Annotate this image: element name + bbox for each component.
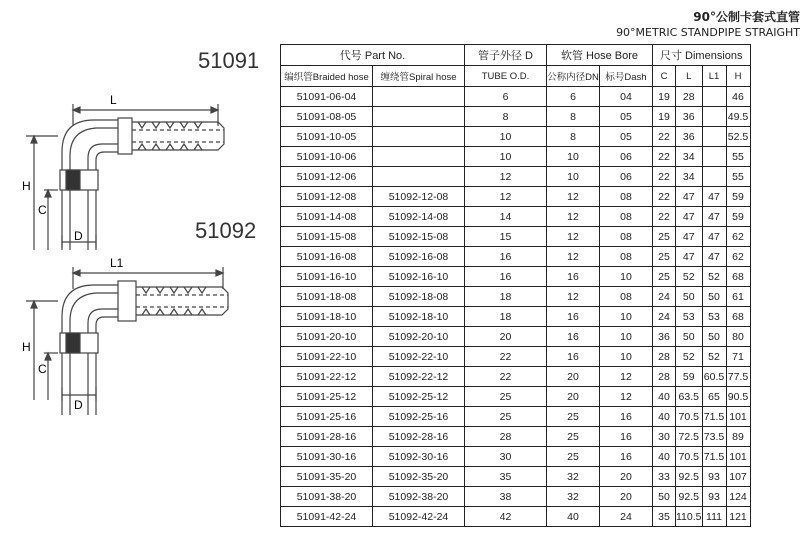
table-row <box>281 267 751 287</box>
cell-l1 <box>702 147 726 167</box>
cell-braided: 51091-22-12 <box>281 367 373 387</box>
cell-l1 <box>702 107 726 127</box>
cell-h: 107 <box>726 467 750 487</box>
table-row <box>281 347 751 367</box>
spec-table <box>280 44 751 527</box>
cell-h: 90.5 <box>726 387 750 407</box>
cell-l1: 111 <box>702 507 726 527</box>
cell-dn: 8 <box>547 127 600 147</box>
spec-table-body <box>281 87 751 527</box>
cell-dn: 12 <box>547 247 600 267</box>
cell-spiral: 51092-35-20 <box>373 467 465 487</box>
cell-spiral: 51092-25-12 <box>373 387 465 407</box>
cell-braided: 51091-16-10 <box>281 267 373 287</box>
cell-dash: 06 <box>600 147 653 167</box>
cell-c: 50 <box>653 487 676 507</box>
cell-dash: 10 <box>600 307 653 327</box>
header-c: C <box>653 66 676 87</box>
cell-tube-od: 10 <box>465 147 547 167</box>
cell-braided: 51091-14-08 <box>281 207 373 227</box>
cell-c: 22 <box>653 207 676 227</box>
cell-dash: 24 <box>600 507 653 527</box>
cell-braided: 51091-12-06 <box>281 167 373 187</box>
cell-h: 101 <box>726 407 750 427</box>
cell-tube-od: 28 <box>465 427 547 447</box>
cell-spiral: 51092-15-08 <box>373 227 465 247</box>
cell-tube-od: 20 <box>465 327 547 347</box>
cell-dn: 12 <box>547 207 600 227</box>
cell-l1: 93 <box>702 467 726 487</box>
cell-h: 62 <box>726 227 750 247</box>
table-row <box>281 87 751 107</box>
cell-l1 <box>702 127 726 147</box>
table-row <box>281 107 751 127</box>
table-row <box>281 147 751 167</box>
cell-dash: 08 <box>600 187 653 207</box>
cell-h: 71 <box>726 347 750 367</box>
cell-c: 25 <box>653 267 676 287</box>
cell-tube-od: 16 <box>465 247 547 267</box>
cell-braided: 51091-16-08 <box>281 247 373 267</box>
cell-braided: 51091-42-24 <box>281 507 373 527</box>
cell-dn: 10 <box>547 167 600 187</box>
cell-c: 22 <box>653 147 676 167</box>
cell-l: 47 <box>676 227 703 247</box>
cell-l: 52 <box>676 267 703 287</box>
cell-l: 52 <box>676 347 703 367</box>
cell-c: 24 <box>653 287 676 307</box>
table-row <box>281 187 751 207</box>
cell-l1: 47 <box>702 247 726 267</box>
dim-label-h: H <box>22 179 31 193</box>
cell-c: 36 <box>653 327 676 347</box>
header-dash: 标号Dash <box>600 66 653 87</box>
cell-tube-od: 22 <box>465 367 547 387</box>
cell-braided: 51091-30-16 <box>281 447 373 467</box>
table-row <box>281 167 751 187</box>
cell-dash: 05 <box>600 127 653 147</box>
cell-braided: 51091-20-10 <box>281 327 373 347</box>
cell-dn: 40 <box>547 507 600 527</box>
cell-tube-od: 12 <box>465 167 547 187</box>
cell-c: 40 <box>653 447 676 467</box>
cell-spiral: 51092-18-08 <box>373 287 465 307</box>
cell-l: 47 <box>676 187 703 207</box>
cell-dn: 12 <box>547 287 600 307</box>
cell-tube-od: 8 <box>465 107 547 127</box>
dim-label-h: H <box>22 340 31 354</box>
header-hose-bore: 软管 Hose Bore <box>547 45 653 66</box>
cell-h: 68 <box>726 307 750 327</box>
cell-dash: 08 <box>600 207 653 227</box>
cell-tube-od: 25 <box>465 407 547 427</box>
cell-c: 28 <box>653 347 676 367</box>
cell-spiral: 51092-12-08 <box>373 187 465 207</box>
cell-braided: 51091-18-08 <box>281 287 373 307</box>
cell-dn: 8 <box>547 107 600 127</box>
cell-spiral: 51092-22-12 <box>373 367 465 387</box>
dim-label-l1: L1 <box>110 256 124 270</box>
cell-tube-od: 38 <box>465 487 547 507</box>
cell-braided: 51091-35-20 <box>281 467 373 487</box>
table-row <box>281 127 751 147</box>
cell-l: 59 <box>676 367 703 387</box>
cell-tube-od: 10 <box>465 127 547 147</box>
cell-dn: 16 <box>547 327 600 347</box>
cell-h: 59 <box>726 187 750 207</box>
cell-braided: 51091-22-10 <box>281 347 373 367</box>
cell-tube-od: 42 <box>465 507 547 527</box>
cell-tube-od: 18 <box>465 287 547 307</box>
cell-spiral: 51092-42-24 <box>373 507 465 527</box>
cell-dn: 25 <box>547 447 600 467</box>
dim-label-c: C <box>38 203 47 217</box>
cell-l: 92.5 <box>676 467 703 487</box>
fitting-drawing-51092 <box>18 255 253 415</box>
cell-c: 22 <box>653 127 676 147</box>
cell-tube-od: 18 <box>465 307 547 327</box>
dim-label-c: C <box>38 362 47 376</box>
cell-l: 50 <box>676 287 703 307</box>
header-braided: 编织管Braided hose <box>281 66 373 87</box>
cell-tube-od: 15 <box>465 227 547 247</box>
table-row <box>281 407 751 427</box>
header-l: L <box>676 66 703 87</box>
table-row <box>281 487 751 507</box>
cell-h: 80 <box>726 327 750 347</box>
cell-l1 <box>702 87 726 107</box>
cell-dn: 16 <box>547 267 600 287</box>
cell-dash: 20 <box>600 487 653 507</box>
table-row <box>281 307 751 327</box>
cell-h: 101 <box>726 447 750 467</box>
cell-h: 55 <box>726 147 750 167</box>
cell-braided: 51091-06-04 <box>281 87 373 107</box>
cell-tube-od: 14 <box>465 207 547 227</box>
cell-dash: 16 <box>600 407 653 427</box>
cell-c: 30 <box>653 427 676 447</box>
cell-dash: 08 <box>600 227 653 247</box>
cell-spiral: 51092-25-16 <box>373 407 465 427</box>
table-row <box>281 427 751 447</box>
header-dimensions: 尺寸 Dimensions <box>653 45 751 66</box>
cell-dash: 10 <box>600 347 653 367</box>
header-tube-od-en: TUBE O.D. <box>465 66 547 87</box>
cell-l1: 65 <box>702 387 726 407</box>
cell-dash: 16 <box>600 427 653 447</box>
cell-tube-od: 35 <box>465 467 547 487</box>
cell-dash: 20 <box>600 467 653 487</box>
cell-h: 124 <box>726 487 750 507</box>
cell-h: 49.5 <box>726 107 750 127</box>
cell-spiral: 51092-20-10 <box>373 327 465 347</box>
cell-c: 24 <box>653 307 676 327</box>
cell-l1: 93 <box>702 487 726 507</box>
dim-label-d: D <box>74 398 83 412</box>
cell-c: 19 <box>653 87 676 107</box>
cell-braided: 51091-08-05 <box>281 107 373 127</box>
cell-l: 110.5 <box>676 507 703 527</box>
header-part-no: 代号 Part No. <box>281 45 465 66</box>
cell-spiral <box>373 147 465 167</box>
cell-c: 25 <box>653 247 676 267</box>
cell-l: 34 <box>676 147 703 167</box>
table-row <box>281 247 751 267</box>
part-code-51092: 51092 <box>195 218 257 243</box>
cell-l1: 71.5 <box>702 447 726 467</box>
cell-l1: 53 <box>702 307 726 327</box>
cell-dash: 06 <box>600 167 653 187</box>
cell-tube-od: 25 <box>465 387 547 407</box>
cell-dn: 16 <box>547 307 600 327</box>
cell-tube-od: 12 <box>465 187 547 207</box>
cell-c: 28 <box>653 367 676 387</box>
cell-dash: 08 <box>600 247 653 267</box>
fitting-drawing-51091 <box>18 90 253 250</box>
cell-l1: 50 <box>702 327 726 347</box>
cell-l: 47 <box>676 247 703 267</box>
cell-l: 70.5 <box>676 447 703 467</box>
cell-spiral: 51092-28-16 <box>373 427 465 447</box>
cell-dn: 6 <box>547 87 600 107</box>
cell-l1: 73.5 <box>702 427 726 447</box>
dim-label-l: L <box>110 93 117 107</box>
cell-h: 62 <box>726 247 750 267</box>
page-title-en: 90°METRIC STANDPIPE STRAIGHT <box>616 26 800 39</box>
cell-dn: 16 <box>547 347 600 367</box>
cell-l1: 47 <box>702 227 726 247</box>
cell-braided: 51091-12-08 <box>281 187 373 207</box>
cell-spiral: 51092-16-10 <box>373 267 465 287</box>
cell-dn: 10 <box>547 147 600 167</box>
cell-braided: 51091-28-16 <box>281 427 373 447</box>
table-row <box>281 507 751 527</box>
cell-dn: 32 <box>547 487 600 507</box>
header-h: H <box>726 66 750 87</box>
cell-c: 19 <box>653 107 676 127</box>
cell-h: 121 <box>726 507 750 527</box>
cell-spiral <box>373 107 465 127</box>
cell-tube-od: 16 <box>465 267 547 287</box>
cell-tube-od: 6 <box>465 87 547 107</box>
cell-l: 53 <box>676 307 703 327</box>
table-row <box>281 207 751 227</box>
cell-dn: 20 <box>547 387 600 407</box>
cell-l: 36 <box>676 127 703 147</box>
cell-l: 63.5 <box>676 387 703 407</box>
cell-braided: 51091-10-06 <box>281 147 373 167</box>
cell-h: 89 <box>726 427 750 447</box>
cell-spiral <box>373 167 465 187</box>
cell-dn: 32 <box>547 467 600 487</box>
page-title-cn: 90°公制卡套式直管 <box>693 10 800 24</box>
cell-l: 28 <box>676 87 703 107</box>
cell-l: 72.5 <box>676 427 703 447</box>
cell-l1: 47 <box>702 187 726 207</box>
cell-c: 33 <box>653 467 676 487</box>
cell-l: 92.5 <box>676 487 703 507</box>
cell-c: 40 <box>653 387 676 407</box>
cell-h: 61 <box>726 287 750 307</box>
table-row <box>281 287 751 307</box>
cell-dn: 25 <box>547 407 600 427</box>
part-code-51091: 51091 <box>198 48 260 73</box>
cell-spiral: 51092-38-20 <box>373 487 465 507</box>
cell-braided: 51091-18-10 <box>281 307 373 327</box>
cell-braided: 51091-25-12 <box>281 387 373 407</box>
table-row <box>281 367 751 387</box>
cell-l1: 60.5 <box>702 367 726 387</box>
cell-braided: 51091-38-20 <box>281 487 373 507</box>
cell-dn: 12 <box>547 227 600 247</box>
cell-tube-od: 30 <box>465 447 547 467</box>
cell-h: 77.5 <box>726 367 750 387</box>
cell-l1: 47 <box>702 207 726 227</box>
cell-h: 68 <box>726 267 750 287</box>
cell-spiral <box>373 127 465 147</box>
cell-spiral: 51092-30-16 <box>373 447 465 467</box>
cell-l1: 71.5 <box>702 407 726 427</box>
cell-dn: 20 <box>547 367 600 387</box>
cell-l: 36 <box>676 107 703 127</box>
cell-l1: 52 <box>702 347 726 367</box>
cell-h: 59 <box>726 207 750 227</box>
cell-braided: 51091-10-05 <box>281 127 373 147</box>
cell-dash: 10 <box>600 267 653 287</box>
cell-l1 <box>702 167 726 187</box>
cell-dash: 12 <box>600 367 653 387</box>
cell-l1: 50 <box>702 287 726 307</box>
cell-spiral: 51092-18-10 <box>373 307 465 327</box>
cell-c: 22 <box>653 187 676 207</box>
cell-braided: 51091-25-16 <box>281 407 373 427</box>
table-row <box>281 467 751 487</box>
cell-l: 70.5 <box>676 407 703 427</box>
dim-label-d: D <box>74 229 83 243</box>
cell-spiral: 51092-22-10 <box>373 347 465 367</box>
table-row <box>281 327 751 347</box>
cell-dash: 04 <box>600 87 653 107</box>
cell-dash: 16 <box>600 447 653 467</box>
cell-dash: 05 <box>600 107 653 127</box>
cell-l: 50 <box>676 327 703 347</box>
header-l1: L1 <box>702 66 726 87</box>
cell-dash: 12 <box>600 387 653 407</box>
table-row <box>281 227 751 247</box>
cell-spiral: 51092-16-08 <box>373 247 465 267</box>
cell-tube-od: 22 <box>465 347 547 367</box>
header-tube-od: 管子外径 D <box>465 45 547 66</box>
cell-dash: 10 <box>600 327 653 347</box>
cell-dn: 12 <box>547 187 600 207</box>
cell-braided: 51091-15-08 <box>281 227 373 247</box>
header-spiral: 缠绕管Spiral hose <box>373 66 465 87</box>
cell-c: 35 <box>653 507 676 527</box>
cell-c: 25 <box>653 227 676 247</box>
header-dn: 公称内径DN <box>547 66 600 87</box>
cell-h: 55 <box>726 167 750 187</box>
cell-spiral <box>373 87 465 107</box>
cell-dn: 25 <box>547 427 600 447</box>
cell-c: 22 <box>653 167 676 187</box>
cell-l: 47 <box>676 207 703 227</box>
table-row <box>281 447 751 467</box>
cell-h: 52.5 <box>726 127 750 147</box>
cell-spiral: 51092-14-08 <box>373 207 465 227</box>
cell-l: 34 <box>676 167 703 187</box>
cell-c: 40 <box>653 407 676 427</box>
table-row <box>281 387 751 407</box>
cell-h: 46 <box>726 87 750 107</box>
cell-l1: 52 <box>702 267 726 287</box>
cell-dash: 08 <box>600 287 653 307</box>
